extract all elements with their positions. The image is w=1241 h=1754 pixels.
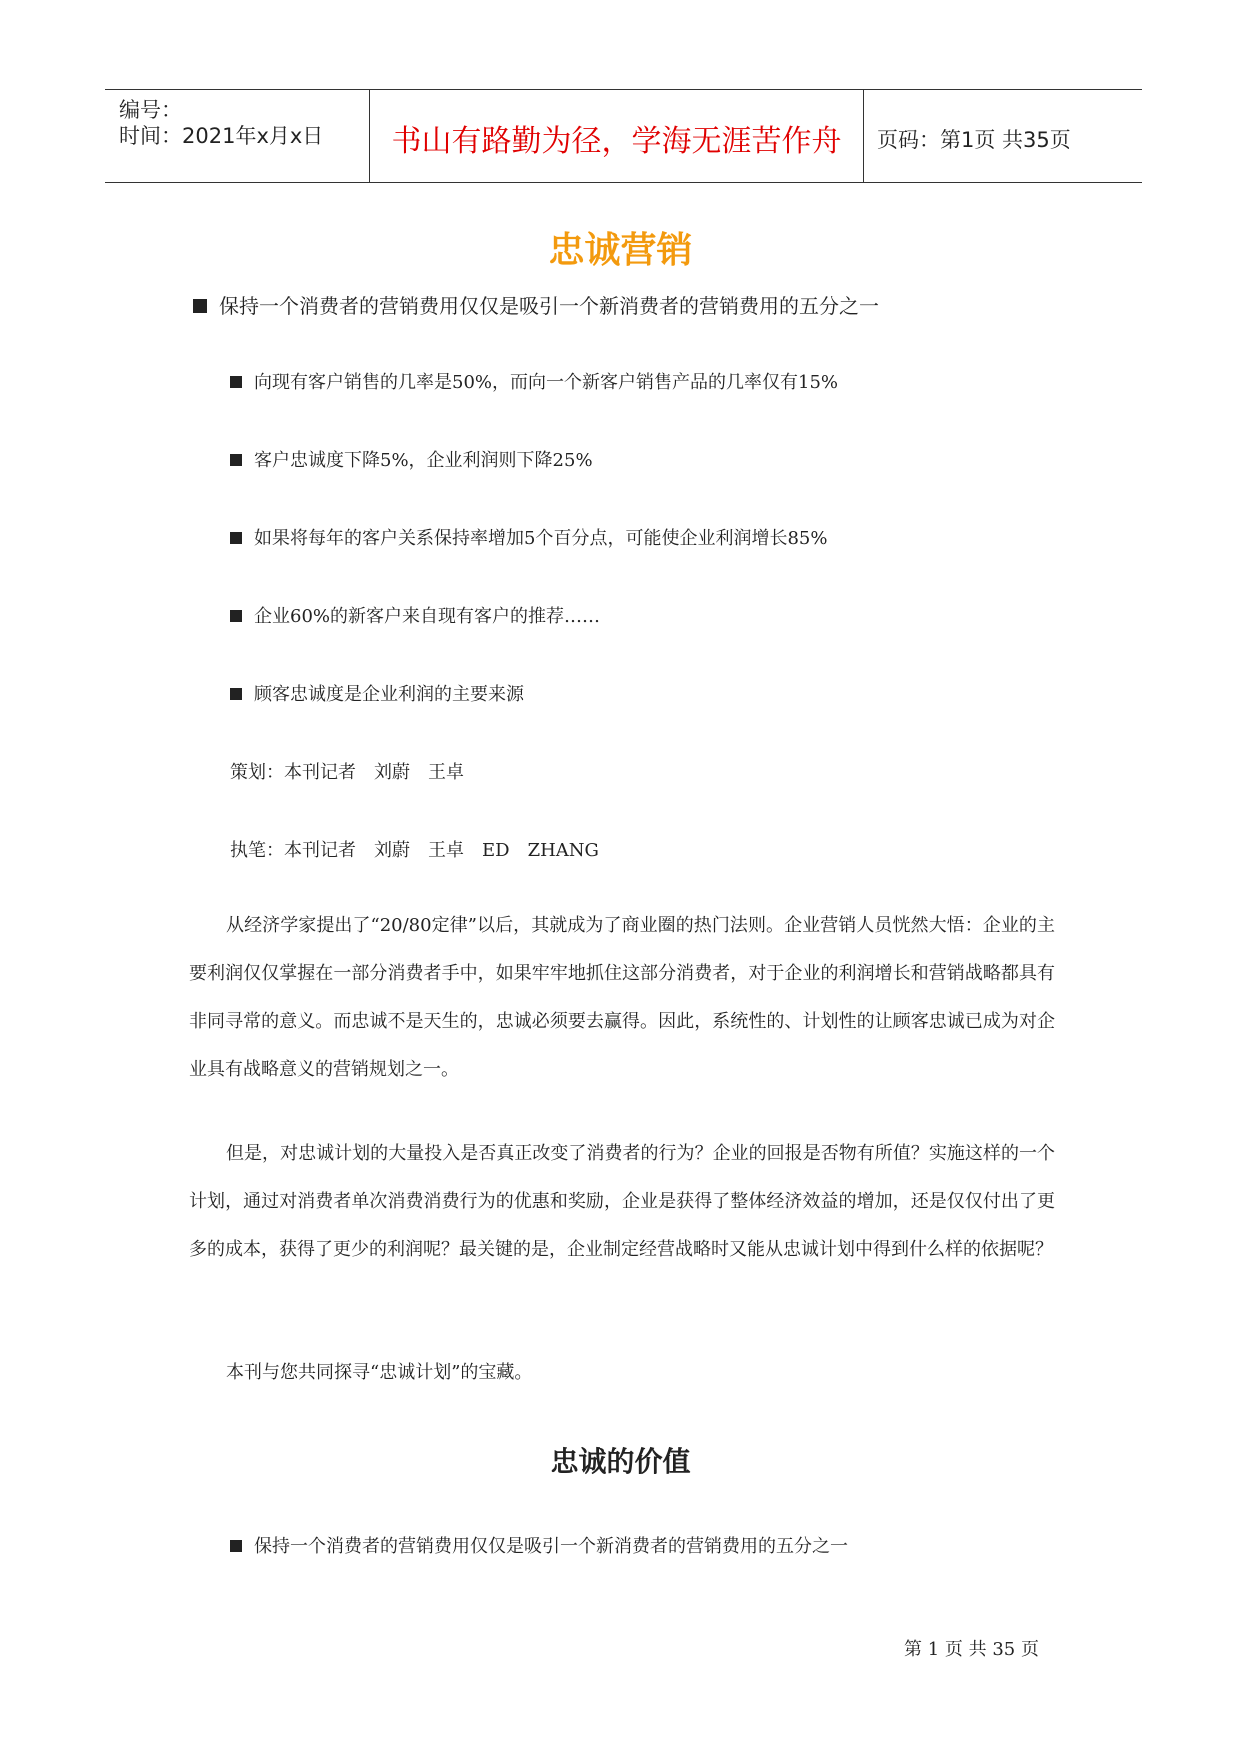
- page-header: [105, 89, 1142, 183]
- body-paragraph: 本刊与您共同探寻“忠诚计划”的宝藏。: [226, 1362, 533, 1383]
- list-item-text: 顾客忠诚度是企业利润的主要来源: [254, 684, 524, 705]
- square-bullet-icon: [230, 610, 242, 622]
- planning-credit: 策划：本刊记者 刘蔚 王卓: [230, 762, 464, 783]
- list-item: [230, 602, 600, 628]
- header-motto: 书山有路勤为径，学海无涯苦作舟: [391, 124, 842, 159]
- section-heading: 忠诚的价值: [550, 1445, 691, 1478]
- body-paragraph: 但是，对忠诚计划的大量投入是否真正改变了消费者的行为？企业的回报是否物有所值？实施这样的一个计划，通过对消费者单次消费消费行为的优惠和奖励，企业是获得了整体经济效益的增加，还是仅仅付出了更多的成本，获得了更少的利润呢？最关键的是，企业制定经营战略时又能从忠诚计划中得到什么样的依据呢？: [189, 1143, 1055, 1260]
- square-bullet-icon: [230, 1540, 242, 1552]
- body-paragraph: 从经济学家提出了“20/80定律”以后，其就成为了商业圈的热门法则。企业营销人员恍然大悟：企业的主要利润仅仅掌握在一部分消费者手中，如果牢牢地抓住这部分消费者，对于企业的利润增长和营销战略都具有非同寻常的意义。而忠诚不是天生的，忠诚必须要去赢得。因此，系统性的、计划性的让顾客忠诚已成为对企业具有战略意义的营销规划之一。: [189, 915, 1055, 1080]
- header-number-label: 编号：: [119, 98, 182, 122]
- header-info-cell: [105, 90, 370, 182]
- list-item-text: 企业60%的新客户来自现有客户的推荐……: [254, 606, 601, 627]
- square-bullet-icon: [230, 688, 242, 700]
- header-page-cell: [864, 90, 1142, 182]
- section-bullet: [230, 1532, 848, 1558]
- page-footer: 第 1 页 共 35 页: [904, 1639, 1039, 1660]
- square-bullet-icon: [230, 376, 242, 388]
- list-item-text: 客户忠诚度下降5%，企业利润则下降25%: [254, 450, 593, 471]
- list-item-text: 如果将每年的客户关系保持率增加5个百分点，可能使企业利润增长85%: [254, 528, 828, 549]
- list-item: [230, 524, 827, 550]
- lead-bullet-text: 保持一个消费者的营销费用仅仅是吸引一个新消费者的营销费用的五分之一: [219, 294, 879, 318]
- lead-bullet: [193, 290, 879, 319]
- list-item: [230, 446, 593, 472]
- list-item: [230, 368, 838, 394]
- list-item-text: 向现有客户销售的几率是50%，而向一个新客户销售产品的几率仅有15%: [254, 372, 839, 393]
- list-item: [230, 680, 524, 706]
- header-time: 时间：2021年x月x日: [119, 124, 324, 148]
- header-page-number: 页码：第1页 共35页: [877, 128, 1071, 152]
- section-bullet-text: 保持一个消费者的营销费用仅仅是吸引一个新消费者的营销费用的五分之一: [254, 1536, 848, 1557]
- square-bullet-icon: [193, 299, 207, 313]
- square-bullet-icon: [230, 532, 242, 544]
- document-title: 忠诚营销: [548, 230, 693, 271]
- square-bullet-icon: [230, 454, 242, 466]
- writing-credit: 执笔：本刊记者 刘蔚 王卓 ED ZHANG: [230, 840, 599, 861]
- header-motto-cell: [370, 90, 864, 182]
